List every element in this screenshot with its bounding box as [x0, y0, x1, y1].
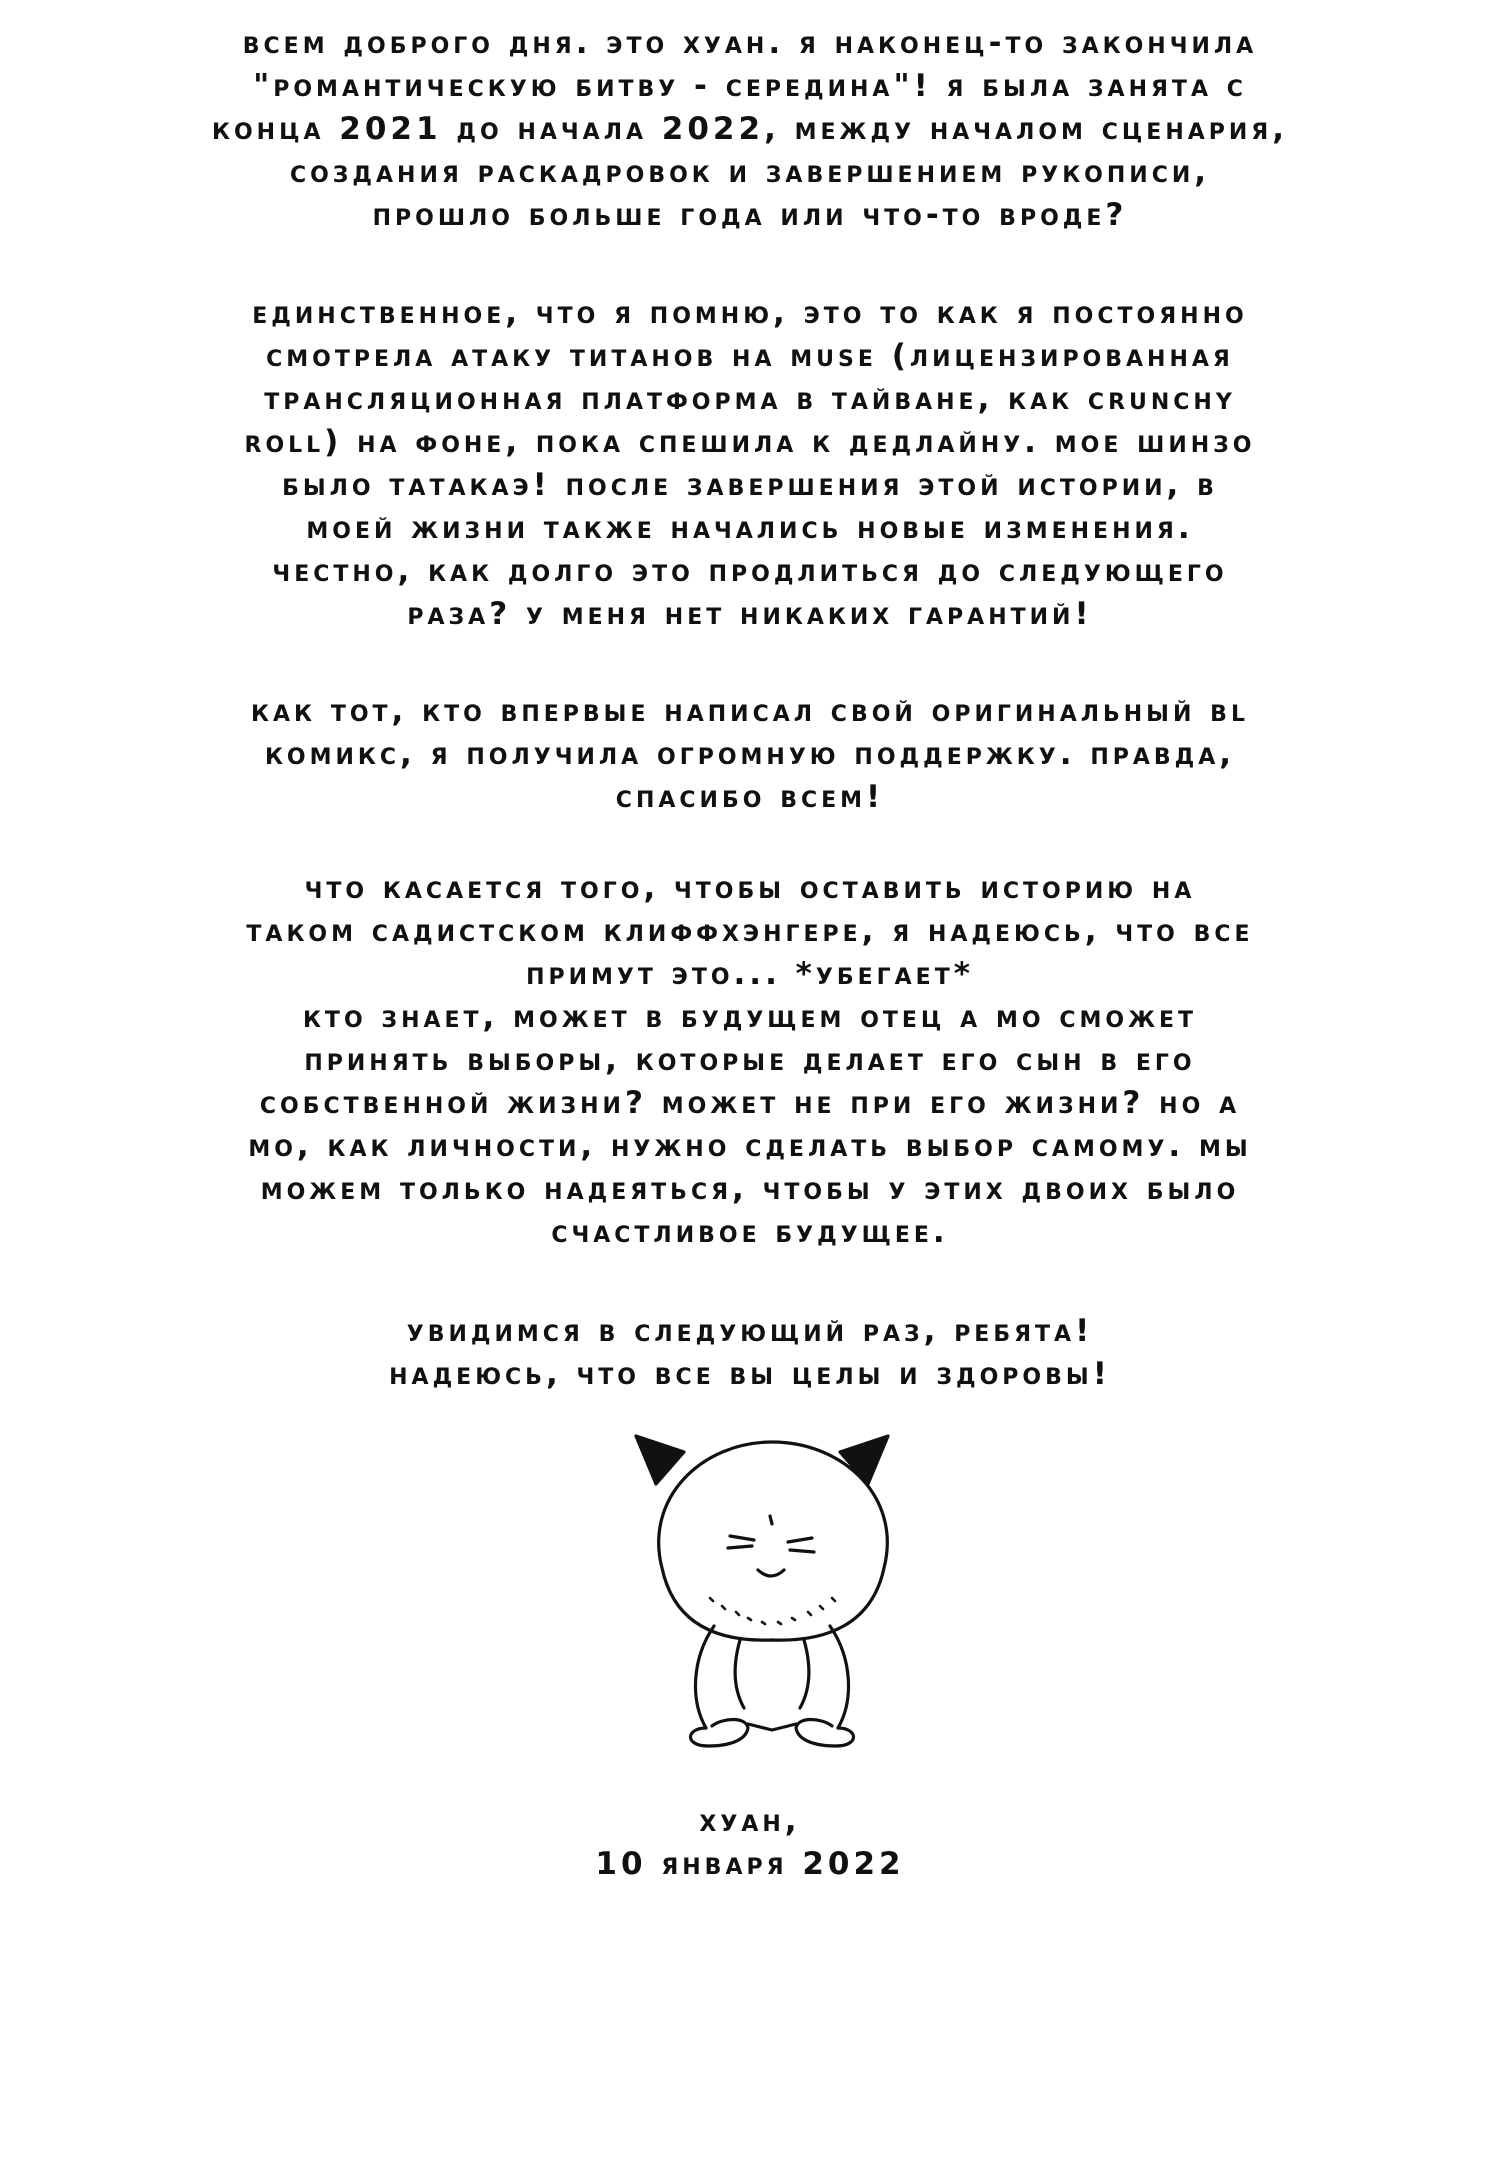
paragraph-memories — [80, 292, 1420, 636]
text-line: что касается того, чтобы оставить историю на — [304, 870, 1196, 906]
text-line: прошло больше года или что-то вроде? — [372, 197, 1128, 233]
left-ear-icon — [636, 1436, 684, 1484]
text-line: кто знает, может в будущем отец а мо сможет — [302, 999, 1198, 1035]
text-line: спасибо всем! — [615, 779, 885, 815]
author-name: хуан, — [699, 1803, 801, 1839]
text-line: roll) на фоне, пока спешила к дедлайну. мое шинзо — [244, 424, 1256, 460]
text-line: раза? у меня нет никаких гарантий! — [407, 596, 1093, 632]
text-line: честно, как долго это продлиться до следующего — [272, 553, 1228, 589]
paragraph-thanks — [80, 690, 1420, 819]
text-line: создания раскадровок и завершением рукописи, — [289, 154, 1211, 190]
text-line: увидимся в следующий раз, ребята! — [406, 1313, 1094, 1349]
signature-block — [80, 1800, 1420, 1886]
text-line: счастливое будущее. — [551, 1214, 949, 1250]
paragraph-farewell — [80, 1310, 1420, 1396]
text-line: принять выборы, которые делает его сын в его — [304, 1042, 1196, 1078]
signature-date: 10 января 2022 — [595, 1846, 905, 1882]
head-outline — [659, 1442, 888, 1640]
text-line: как тот, кто впервые написал свой оригинальный bl — [251, 693, 1249, 729]
text-line: комикс, я получила огромную поддержку. правда, — [264, 736, 1236, 772]
text-line: надеюсь, что все вы целы и здоровы! — [389, 1356, 1111, 1392]
text-line: "романтическую битву - середина"! я была занята с — [253, 68, 1247, 104]
text-line: единственное, что я помню, это то как я постоянно — [252, 295, 1248, 331]
text-line: собственной жизни? может не при его жизни? но а — [259, 1085, 1241, 1121]
text-line: таком садистском клиффхэнгере, я надеюсь, что все — [246, 913, 1254, 949]
text-line: смотрела атаку титанов на muse (лицензированная — [266, 338, 1234, 374]
paragraph-greeting — [80, 22, 1420, 237]
text-line: конца 2021 до начала 2022, между началом сценария, — [211, 111, 1289, 147]
text-line: моей жизни также начались новые изменения. — [306, 510, 1194, 546]
cat-mascot-icon — [622, 1428, 922, 1748]
text-line: было татакаэ! после завершения этой истории, в — [282, 467, 1218, 503]
text-line: трансляционная платформа в тайване, как crunchy — [264, 381, 1236, 417]
paragraph-cliffhanger — [80, 867, 1420, 1254]
text-line: мо, как личности, нужно сделать выбор самому. мы — [248, 1128, 1252, 1164]
text-line: всем доброго дня. это хуан. я наконец-то закончила — [242, 25, 1258, 61]
text-line: примут это... *убегает* — [526, 956, 974, 992]
text-line: можем только надеяться, чтобы у этих двоих было — [260, 1171, 1240, 1207]
